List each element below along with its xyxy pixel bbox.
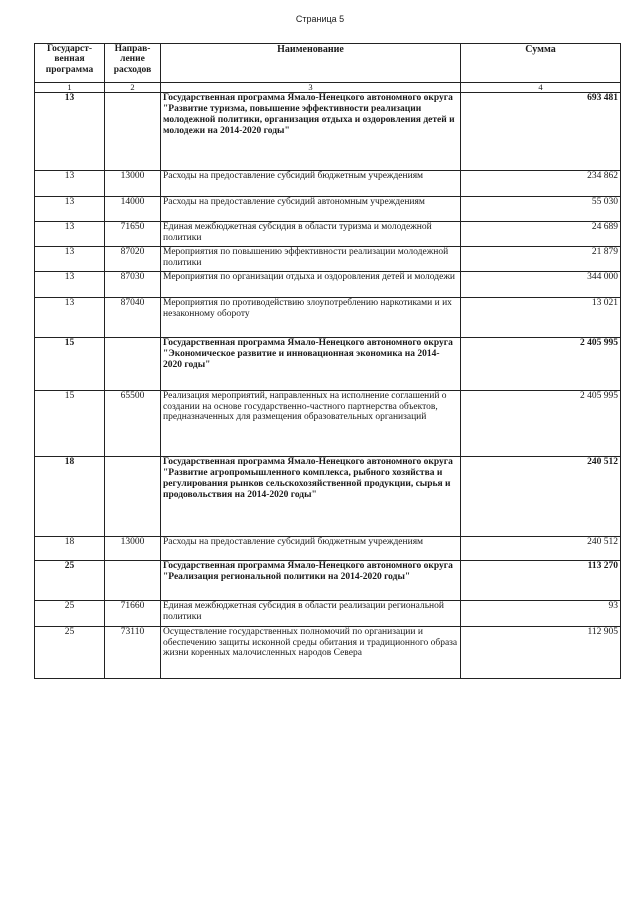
budget-table bbox=[34, 43, 621, 679]
cell-name: Государственная программа Ямало-Ненецкого автономного округа "Развитие агропромышленного комплекса, рыбного хозяйства и регулирования рынков сельскохозяйственной продукции, сырья и продовольствия на 2014-2020 годы" bbox=[161, 457, 461, 537]
cell-direction: 87020 bbox=[105, 247, 161, 272]
cell-program: 13 bbox=[35, 197, 105, 222]
cell-name: Мероприятия по организации отдыха и оздоровления детей и молодежи bbox=[161, 272, 461, 298]
cell-direction: 13000 bbox=[105, 171, 161, 197]
cell-direction: 13000 bbox=[105, 537, 161, 561]
cell-program: 15 bbox=[35, 338, 105, 391]
cell-name: Единая межбюджетная субсидия в области туризма и молодежной политики bbox=[161, 222, 461, 247]
table-row bbox=[35, 561, 621, 601]
cell-direction: 71650 bbox=[105, 222, 161, 247]
header-name: Наименование bbox=[161, 44, 461, 83]
cell-name: Расходы на предоставление субсидий бюджетным учреждениям bbox=[161, 537, 461, 561]
cell-sum: 113 270 bbox=[461, 561, 621, 601]
header-program: Государст-венная программа bbox=[35, 44, 105, 83]
cell-direction: 87040 bbox=[105, 298, 161, 338]
column-number: 2 bbox=[105, 83, 161, 93]
table-row bbox=[35, 537, 621, 561]
cell-direction: 87030 bbox=[105, 272, 161, 298]
cell-program: 13 bbox=[35, 222, 105, 247]
cell-direction bbox=[105, 561, 161, 601]
cell-sum: 93 bbox=[461, 601, 621, 627]
cell-name: Расходы на предоставление субсидий бюджетным учреждениям bbox=[161, 171, 461, 197]
cell-sum: 2 405 995 bbox=[461, 391, 621, 457]
cell-program: 13 bbox=[35, 298, 105, 338]
cell-name: Осуществление государственных полномочий по организации и обеспечению защиты исконной среды обитания и традиционного образа жизни коренных малочисленных народов Севера bbox=[161, 627, 461, 679]
cell-program: 25 bbox=[35, 561, 105, 601]
cell-sum: 693 481 bbox=[461, 93, 621, 171]
table-row bbox=[35, 338, 621, 391]
column-number: 4 bbox=[461, 83, 621, 93]
cell-name: Расходы на предоставление субсидий автономным учреждениям bbox=[161, 197, 461, 222]
cell-program: 13 bbox=[35, 93, 105, 171]
cell-sum: 2 405 995 bbox=[461, 338, 621, 391]
cell-name: Государственная программа Ямало-Ненецкого автономного округа "Развитие туризма, повышение эффективности реализации молодежной политики, организация отдыха и оздоровления детей и молодежи на 2014-2020 годы" bbox=[161, 93, 461, 171]
cell-name: Реализация мероприятий, направленных на исполнение соглашений о создании на основе государственно-частного партнерства объектов, предназначенных для размещения образовательных организаций bbox=[161, 391, 461, 457]
cell-sum: 240 512 bbox=[461, 457, 621, 537]
cell-sum: 13 021 bbox=[461, 298, 621, 338]
table-row bbox=[35, 272, 621, 298]
cell-sum: 240 512 bbox=[461, 537, 621, 561]
cell-sum: 112 905 bbox=[461, 627, 621, 679]
column-number: 1 bbox=[35, 83, 105, 93]
cell-name: Единая межбюджетная субсидия в области реализации региональной политики bbox=[161, 601, 461, 627]
cell-direction: 14000 bbox=[105, 197, 161, 222]
cell-program: 18 bbox=[35, 457, 105, 537]
cell-direction bbox=[105, 93, 161, 171]
cell-direction: 73110 bbox=[105, 627, 161, 679]
cell-sum: 344 000 bbox=[461, 272, 621, 298]
table-row bbox=[35, 298, 621, 338]
header-sum: Сумма bbox=[461, 44, 621, 83]
table-row bbox=[35, 93, 621, 171]
cell-direction bbox=[105, 457, 161, 537]
table-row bbox=[35, 197, 621, 222]
table-row bbox=[35, 222, 621, 247]
cell-direction bbox=[105, 338, 161, 391]
cell-program: 13 bbox=[35, 272, 105, 298]
cell-sum: 234 862 bbox=[461, 171, 621, 197]
table-header-row bbox=[35, 44, 621, 83]
table-row bbox=[35, 601, 621, 627]
cell-sum: 55 030 bbox=[461, 197, 621, 222]
cell-sum: 21 879 bbox=[461, 247, 621, 272]
cell-sum: 24 689 bbox=[461, 222, 621, 247]
header-direction: Направ-ление расходов bbox=[105, 44, 161, 83]
cell-program: 18 bbox=[35, 537, 105, 561]
cell-program: 13 bbox=[35, 247, 105, 272]
cell-program: 15 bbox=[35, 391, 105, 457]
cell-name: Мероприятия по противодействию злоупотреблению наркотиками и их незаконному обороту bbox=[161, 298, 461, 338]
table-row bbox=[35, 391, 621, 457]
column-number-row bbox=[35, 83, 621, 93]
page-number: Страница 5 bbox=[295, 14, 345, 24]
table-row bbox=[35, 627, 621, 679]
cell-name: Государственная программа Ямало-Ненецкого автономного округа "Экономическое развитие и инновационная экономика на 2014-2020 годы" bbox=[161, 338, 461, 391]
table-row bbox=[35, 457, 621, 537]
cell-name: Мероприятия по повышению эффективности реализации молодежной политики bbox=[161, 247, 461, 272]
table-row bbox=[35, 171, 621, 197]
cell-direction: 65500 bbox=[105, 391, 161, 457]
table-row bbox=[35, 247, 621, 272]
cell-program: 13 bbox=[35, 171, 105, 197]
cell-program: 25 bbox=[35, 601, 105, 627]
cell-program: 25 bbox=[35, 627, 105, 679]
column-number: 3 bbox=[161, 83, 461, 93]
cell-name: Государственная программа Ямало-Ненецкого автономного округа "Реализация региональной политики на 2014-2020 годы" bbox=[161, 561, 461, 601]
cell-direction: 71660 bbox=[105, 601, 161, 627]
